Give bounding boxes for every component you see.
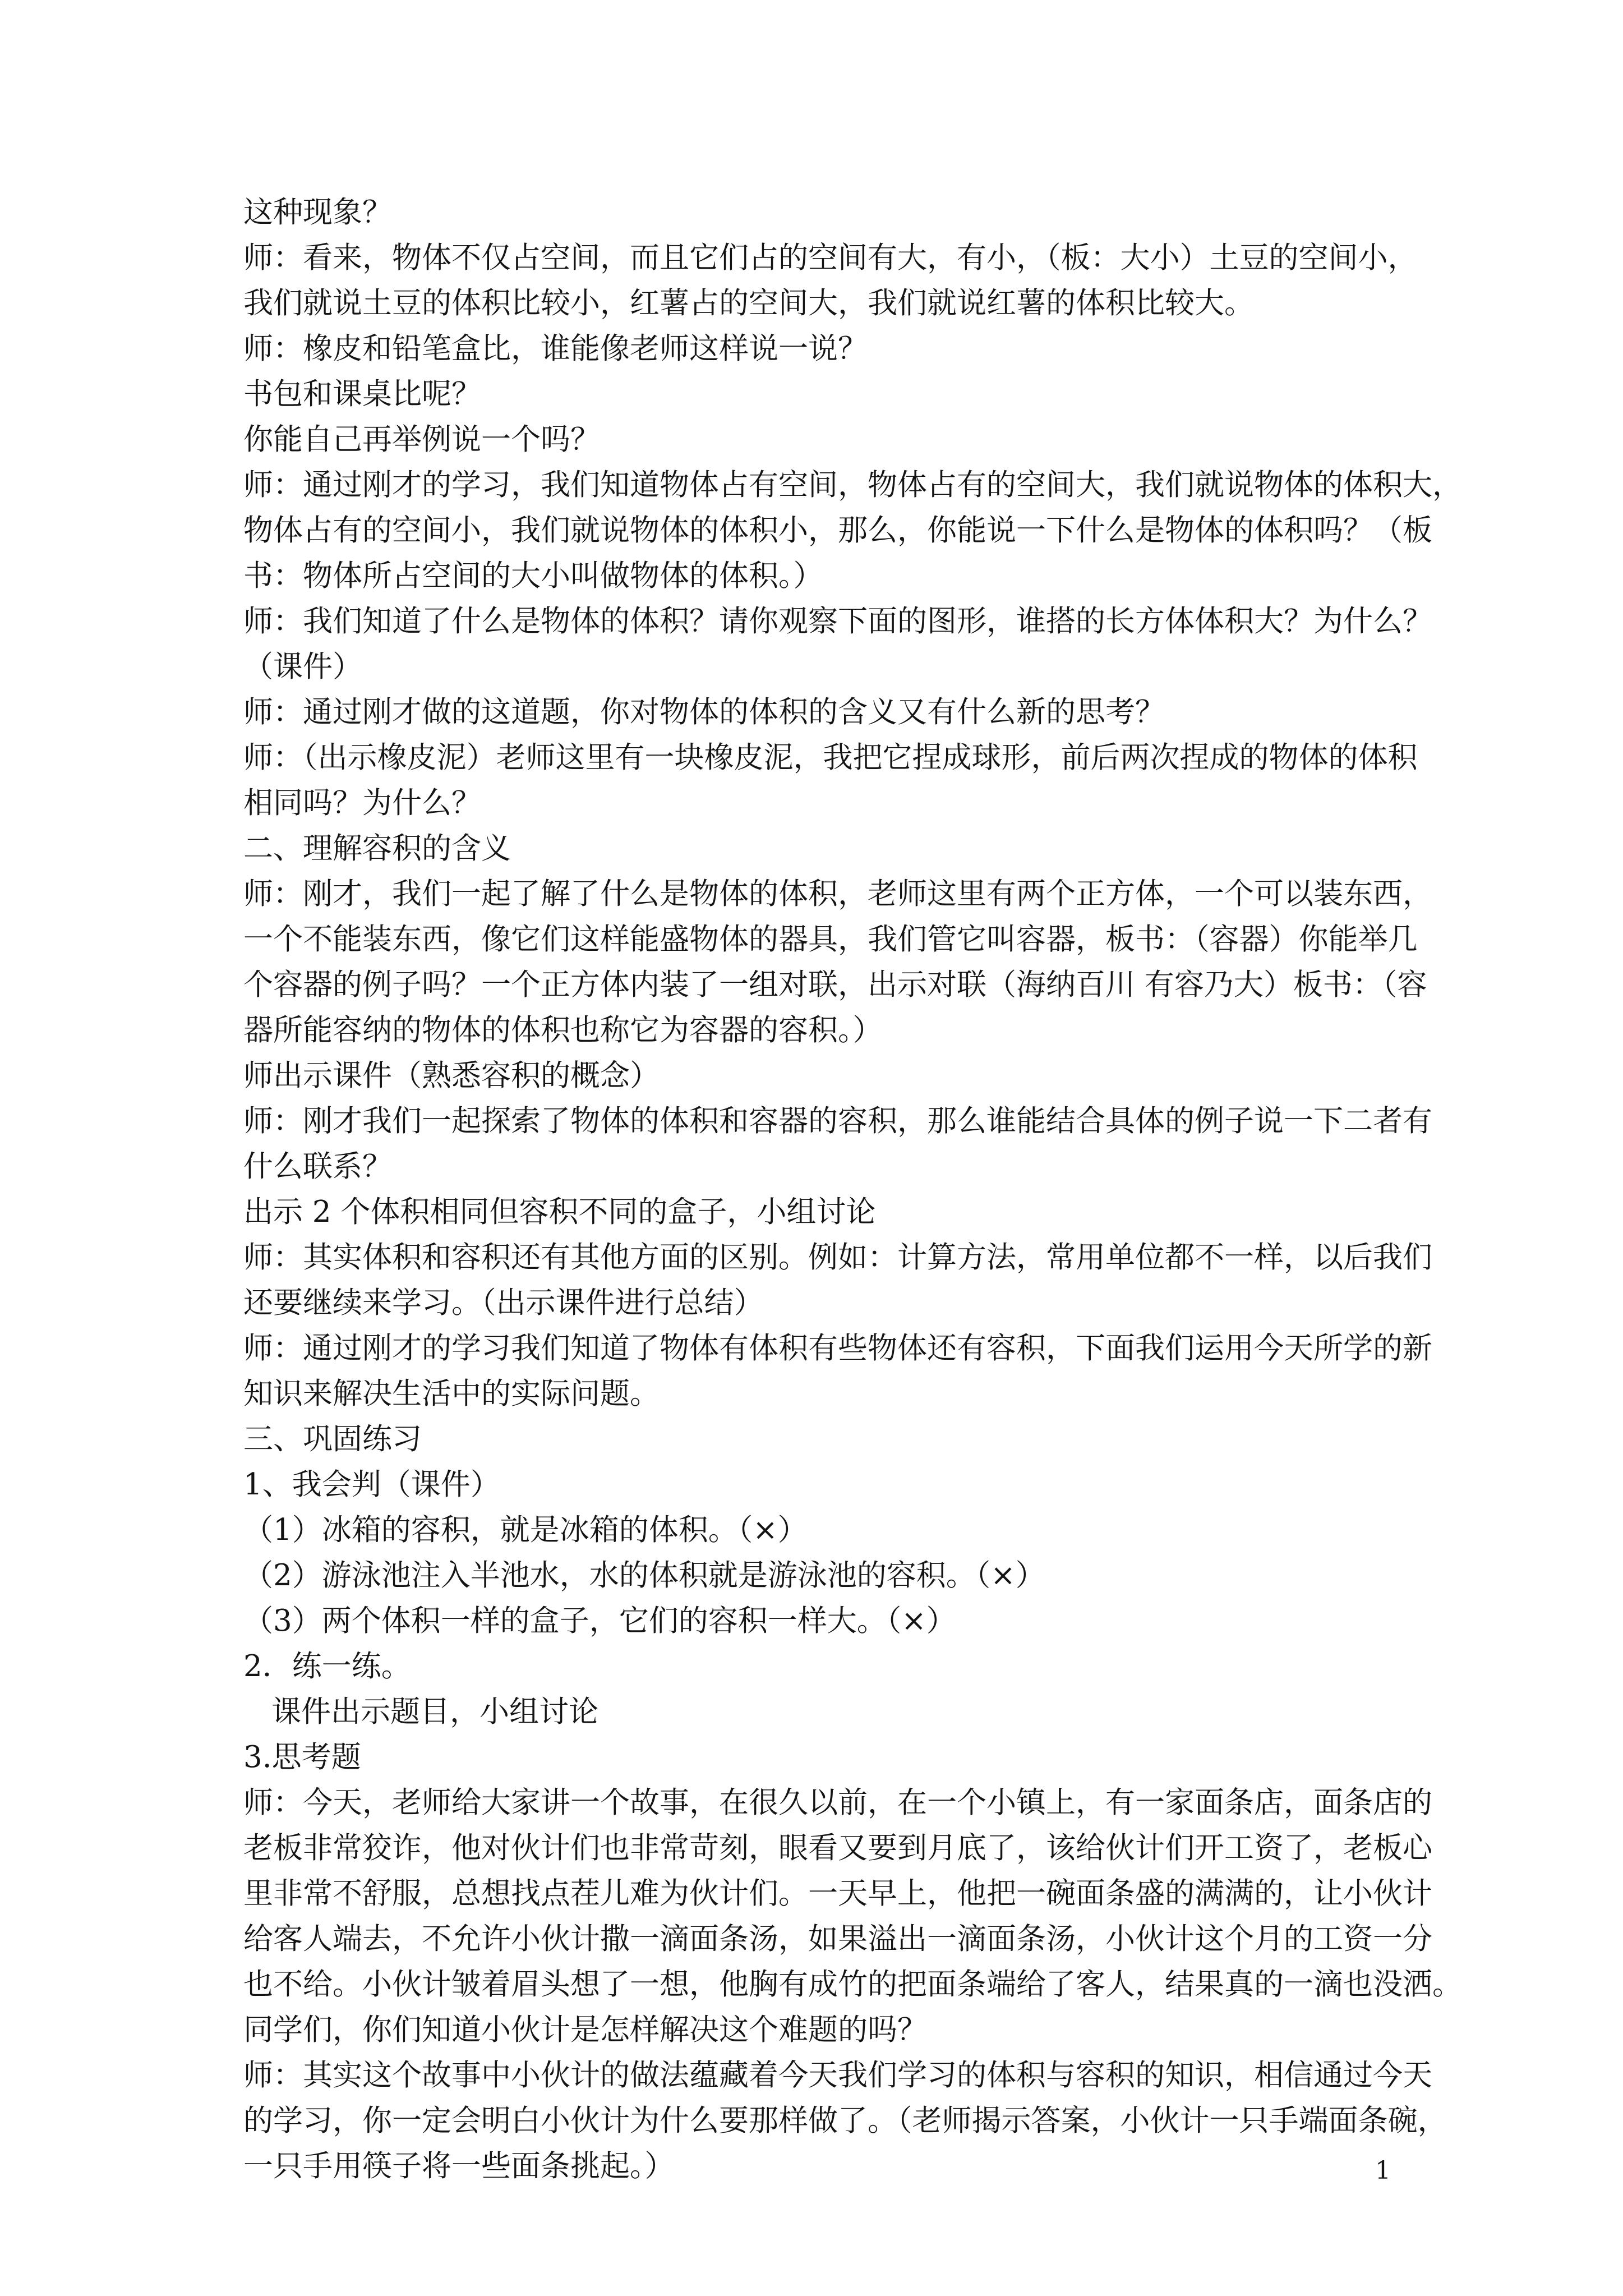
section-heading: 二、理解容积的含义 xyxy=(243,831,511,866)
text-line: 一只手用筷子将一些面条挑起。） xyxy=(243,2149,675,2183)
text-line: 师：刚才我们一起探索了物体的体积和容器的容积，那么谁能结合具体的例子说一下二者有 xyxy=(243,1104,1432,1138)
text-line: 器所能容纳的物体的体积也称它为容器的容积。） xyxy=(243,1013,883,1047)
text-line: （课件） xyxy=(243,650,362,684)
text-line: 还要继续来学习。（出示课件进行总结） xyxy=(243,1286,764,1320)
section-heading: 三、巩固练习 xyxy=(243,1422,422,1456)
text-line: 师：通过刚才的学习，我们知道物体占有空间，物体占有的空间大，我们就说物体的体积大， xyxy=(243,468,1462,502)
text-line: 你能自己再举例说一个吗？ xyxy=(243,422,600,457)
page-number: 1 xyxy=(1375,2156,1391,2185)
text-line: 我们就说土豆的体积比较小，红薯占的空间大，我们就说红薯的体积比较大。 xyxy=(243,286,1254,320)
text-line: 知识来解决生活中的实际问题。 xyxy=(243,1377,660,1411)
document-body xyxy=(243,190,1462,2189)
text-line: 师：看来，物体不仅占空间，而且它们占的空间有大，有小，（板：大小）土豆的空间小， xyxy=(243,241,1418,275)
text-line: 这种现象？ xyxy=(243,195,392,229)
text-line: 什么联系？ xyxy=(243,1149,392,1184)
text-line: 师：（出示橡皮泥）老师这里有一块橡皮泥，我把它捏成球形，前后两次捏成的物体的体积 xyxy=(243,740,1418,775)
exercise-heading: 2．练一练。 xyxy=(243,1649,411,1683)
text-line: 个容器的例子吗？一个正方体内装了一组对联，出示对联（海纳百川 有容乃大）板书：（容 xyxy=(243,968,1427,1002)
text-line: 的学习，你一定会明白小伙计为什么要那样做了。（老师揭示答案，小伙计一只手端面条碗， xyxy=(243,2104,1447,2138)
text-line: 师：通过刚才的学习我们知道了物体有体积有些物体还有容积，下面我们运用今天所学的新 xyxy=(243,1331,1432,1365)
text-line: 书：物体所占空间的大小叫做物体的体积。） xyxy=(243,559,823,593)
text-line: 同学们，你们知道小伙计是怎样解决这个难题的吗？ xyxy=(243,2013,927,2047)
text-line: 老板非常狡诈，他对伙计们也非常苛刻，眼看又要到月底了，该给伙计们开工资了，老板心 xyxy=(243,1831,1432,1865)
text-line: 相同吗？为什么？ xyxy=(243,786,481,820)
text-line: 师：橡皮和铅笔盒比，谁能像老师这样说一说？ xyxy=(243,332,868,366)
text-line: 课件出示题目，小组讨论 xyxy=(271,1695,598,1729)
text-line: 出示 2 个体积相同但容积不同的盒子，小组讨论 xyxy=(243,1195,876,1229)
text-line: 里非常不舒服，总想找点茬儿难为伙计们。一天早上，他把一碗面条盛的满满的，让小伙计 xyxy=(243,1876,1432,1911)
text-line: 师：我们知道了什么是物体的体积？请你观察下面的图形，谁搭的长方体体积大？为什么？ xyxy=(243,604,1432,638)
text-line: 也不给。小伙计皱着眉头想了一想，他胸有成竹的把面条端给了客人，结果真的一滴也没洒。 xyxy=(243,1967,1462,2001)
exercise-item: （2）游泳池注入半池水，水的体积就是游泳池的容积。（×） xyxy=(243,1558,1045,1593)
text-line: 师：通过刚才做的这道题，你对物体的体积的含义又有什么新的思考？ xyxy=(243,695,1165,729)
text-line: 师：刚才，我们一起了解了什么是物体的体积，老师这里有两个正方体，一个可以装东西， xyxy=(243,877,1432,911)
text-line: 一个不能装东西，像它们这样能盛物体的器具，我们管它叫容器，板书：（容器）你能举几 xyxy=(243,922,1418,956)
text-line: 师：其实这个故事中小伙计的做法蕴藏着今天我们学习的体积与容积的知识，相信通过今天 xyxy=(243,2058,1432,2092)
exercise-item: （1）冰箱的容积，就是冰箱的体积。（×） xyxy=(243,1513,808,1547)
exercise-item: （3）两个体积一样的盒子，它们的容积一样大。（×） xyxy=(243,1604,956,1638)
exercise-heading: 3.思考题 xyxy=(243,1740,361,1774)
text-line: 物体占有的空间小，我们就说物体的体积小，那么，你能说一下什么是物体的体积吗？（板 xyxy=(243,513,1432,547)
text-line: 师：其实体积和容积还有其他方面的区别。例如：计算方法，常用单位都不一样，以后我们 xyxy=(243,1240,1432,1274)
text-line: 师出示课件（熟悉容积的概念） xyxy=(243,1059,660,1093)
exercise-heading: 1、我会判（课件） xyxy=(243,1467,500,1502)
text-line: 书包和课桌比呢？ xyxy=(243,377,481,411)
text-line: 师：今天，老师给大家讲一个故事，在很久以前，在一个小镇上，有一家面条店，面条店的 xyxy=(243,1786,1432,1820)
text-line: 给客人端去，不允许小伙计撒一滴面条汤，如果溢出一滴面条汤，小伙计这个月的工资一分 xyxy=(243,1922,1432,1956)
